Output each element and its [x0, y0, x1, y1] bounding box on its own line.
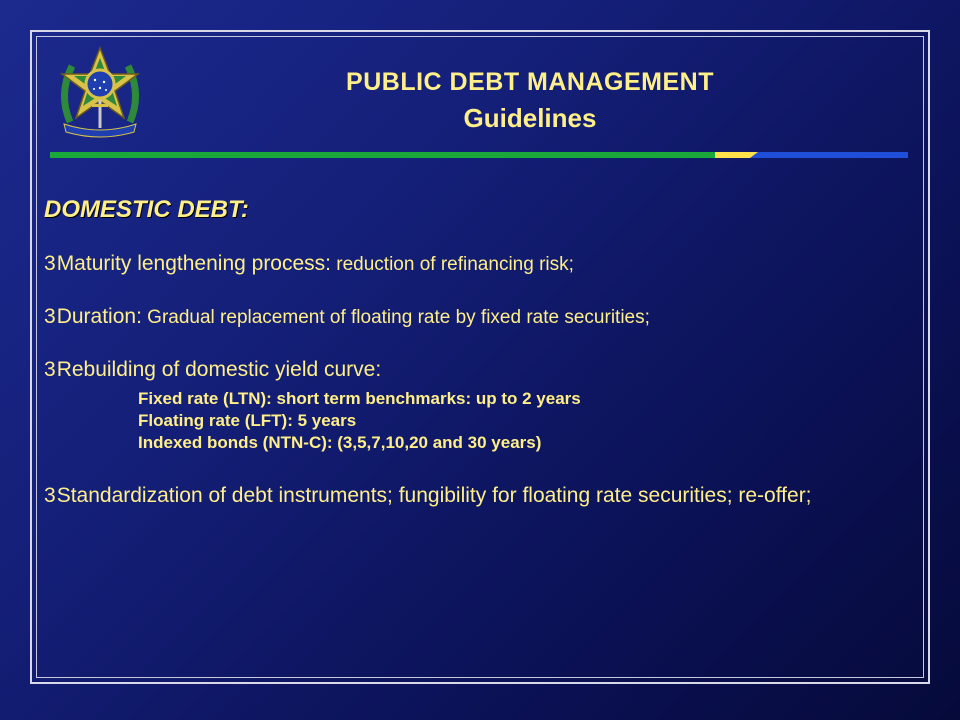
bullet-3-icon: 3: [44, 252, 56, 275]
bullet-yield-curve: [44, 358, 381, 382]
bullet-text: reduction of refinancing risk;: [331, 254, 574, 275]
bullet-label: Duration:: [56, 305, 142, 328]
title-main: PUBLIC DEBT MANAGEMENT: [346, 68, 714, 96]
sub-item-indexed-bonds: Indexed bonds (NTN-C): (3,5,7,10,20 and 30 years): [138, 433, 542, 452]
section-heading-domestic-debt: DOMESTIC DEBT:: [44, 196, 249, 223]
coat-of-arms-icon: [54, 44, 146, 140]
sub-item-floating-rate: Floating rate (LFT): 5 years: [138, 411, 357, 430]
bullet-3-icon: 3: [44, 484, 56, 507]
bullet-3-icon: 3: [44, 358, 56, 381]
bullet-3-icon: 3: [44, 305, 56, 328]
bullet-label: Maturity lengthening process:: [56, 252, 331, 275]
bullet-maturity: [44, 252, 574, 276]
bullet-standardization: [44, 482, 864, 509]
yield-curve-sub-items: [138, 388, 581, 454]
slide-title: [200, 68, 860, 134]
bullet-text: Gradual replacement of floating rate by fixed rate securities;: [141, 307, 650, 328]
title-sub: Guidelines: [463, 103, 597, 133]
flag-stripe-divider: [50, 152, 908, 158]
bullet-text: Standardization of debt instruments; fungibility for floating rate securities; re-offer;: [56, 484, 812, 507]
bullet-label: Rebuilding of domestic yield curve:: [56, 358, 382, 381]
bullet-duration: [44, 305, 650, 329]
sub-item-fixed-rate: Fixed rate (LTN): short term benchmarks: up to 2 years: [138, 389, 581, 408]
